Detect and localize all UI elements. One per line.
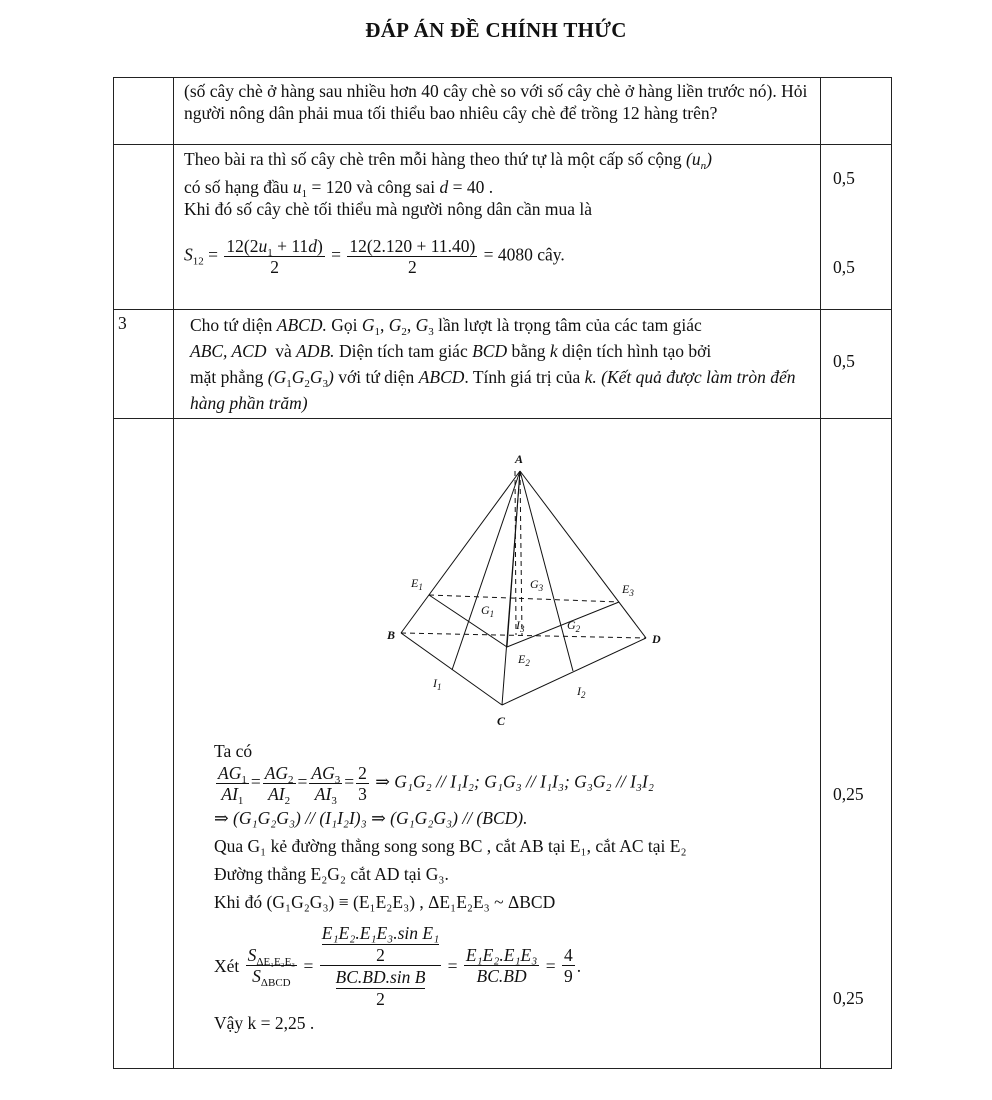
solution-line-2b: và công sai	[356, 177, 436, 197]
edge-cd	[502, 638, 646, 705]
solution-line-2a: có số hạng đầu	[184, 177, 289, 197]
ta-co: Ta có	[214, 741, 253, 761]
label-i1: $I_1$	[433, 676, 442, 692]
seg-e1-e2	[429, 595, 507, 647]
seg-e1-e3	[429, 595, 619, 602]
median-a-i3	[520, 471, 522, 635]
label-b: B	[387, 628, 396, 642]
tetrahedron-figure	[389, 449, 689, 739]
score: 0,25	[833, 988, 864, 1008]
median-a-i3b	[515, 471, 516, 635]
parallel-planes: ⇒ (G₁G₂G₃) // (I₁I₂I)₃ ⇒ (G₁G₂G₃) // (BCD).	[214, 808, 528, 828]
similar-triangles: Khi đó (G₁G₂G₃) ≡ (E₁E₂E₃) , ΔE₁E₂E₃ ~ ΔBCD	[214, 892, 556, 912]
label-e3: $E_3$	[622, 582, 634, 598]
question-continuation: (số cây chè ở hàng sau nhiều hơn 40 cây chè so với số cây chè ở hàng liền trước nó). Hỏi người nông dân phải mua tối thiểu bao nhiêu cây chè để trồng 12 hàng trên?	[184, 81, 808, 123]
ratio-line: $\frac{AG_1}{AI_1}$ = $\frac{AG_2}{AI_2}$ = $\frac{AG_3}{AI_3}$ = $\frac{2}{3}$ ⇒ G₁G₂ // I₁I₂; G₁G₃ // I₁I₃; G₃G₂ // I₃I₂	[218, 763, 654, 807]
answer-table	[113, 77, 892, 1069]
label-c: C	[497, 714, 506, 728]
d-value: = 40 .	[452, 177, 494, 197]
edge-ab	[401, 471, 520, 633]
construction-line: Qua G₁ kẻ đường thẳng song song BC , cắt AB tại E₁, cắt AC tại E₂	[214, 836, 687, 856]
label-e1: $E_1$	[411, 576, 423, 592]
edge-bc	[401, 633, 502, 705]
table-row	[114, 419, 892, 1069]
solution-line-3: Khi đó số cây chè tối thiểu mà người nông dân cần mua là	[184, 199, 593, 219]
score: 0,25	[833, 784, 864, 804]
label-g1: $G_1$	[481, 603, 495, 619]
intersection-line: Đường thẳng E₂G₂ cắt AD tại G₃.	[214, 864, 449, 884]
page-title: ĐÁP ÁN ĐỀ CHÍNH THỨC	[365, 18, 627, 42]
table-row	[114, 310, 892, 419]
score: 0,5	[833, 351, 855, 371]
score: 0,5	[833, 168, 855, 188]
score: 0,5	[833, 257, 855, 277]
sum-formula: $S_{12}$ = $\frac{12(2u_1 + 11d)}{2}$ = $\frac{12(2.120 + 11.40)}{2}$ = 4080 cây.	[184, 236, 565, 277]
label-a: A	[515, 452, 524, 466]
label-i2: $I_2$	[577, 684, 586, 700]
table-row	[114, 78, 892, 145]
label-i3: $I_3$	[516, 618, 525, 634]
median-a-i1	[452, 471, 520, 670]
solution-line-1: Theo bài ra thì số cây chè trên mỗi hàng theo thứ tự là một cấp số cộng	[184, 149, 682, 169]
conclusion: Vậy k = 2,25 .	[214, 1013, 315, 1033]
table-row: Theo bài ra thì số cây chè trên mỗi hàng theo thứ tự là một cấp số cộng $(u_n)$ có số hạng đầu $u_1 = 120$ và công sai d = 40 . Khi đó số cây chè tối thiểu mà người nông dân cần mua là $S_{12}$ = $\frac{12(2u_1 + 11d)}{2}$ = $\frac{12(2.120 + 11.40)}{2}$ = 4080 cây. 0,5 0,5	[114, 145, 892, 310]
area-ratio: Xét $\frac{S_{\Delta E_1E_2E_3}}{S_{\Delta BCD}}$ = E₁E₂.E₁E₃.sin E₁ 2 BC.BD.sin B 2 = $\frac{\text{E₁E₂.E₁E₃}}{BC.BD}$ = $\frac{4}{9}$ .	[214, 923, 582, 1009]
label-e2: $E_2$	[518, 652, 530, 668]
question-number: 3	[118, 313, 127, 333]
u1-value: = 120	[311, 177, 352, 197]
median-a-i2	[520, 471, 573, 671]
label-g2: $G_2$	[567, 618, 581, 634]
label-g3: $G_3$	[530, 577, 544, 593]
question-text: Cho tứ diện ABCD. Gọi $G_1$, $G_2$, $G_3$ lần lượt là trọng tâm của các tam giác ABC, ACD và ADB. Diện tích tam giác BCD bằng k diện tích hình tạo bởi mặt phẳng $(G_1G_2G_3)$ với tứ diện ABCD. Tính giá trị của k. (Kết quả được làm tròn đến hàng phần trăm)	[190, 315, 796, 413]
edge-ad	[520, 471, 646, 638]
label-d: D	[652, 632, 661, 646]
